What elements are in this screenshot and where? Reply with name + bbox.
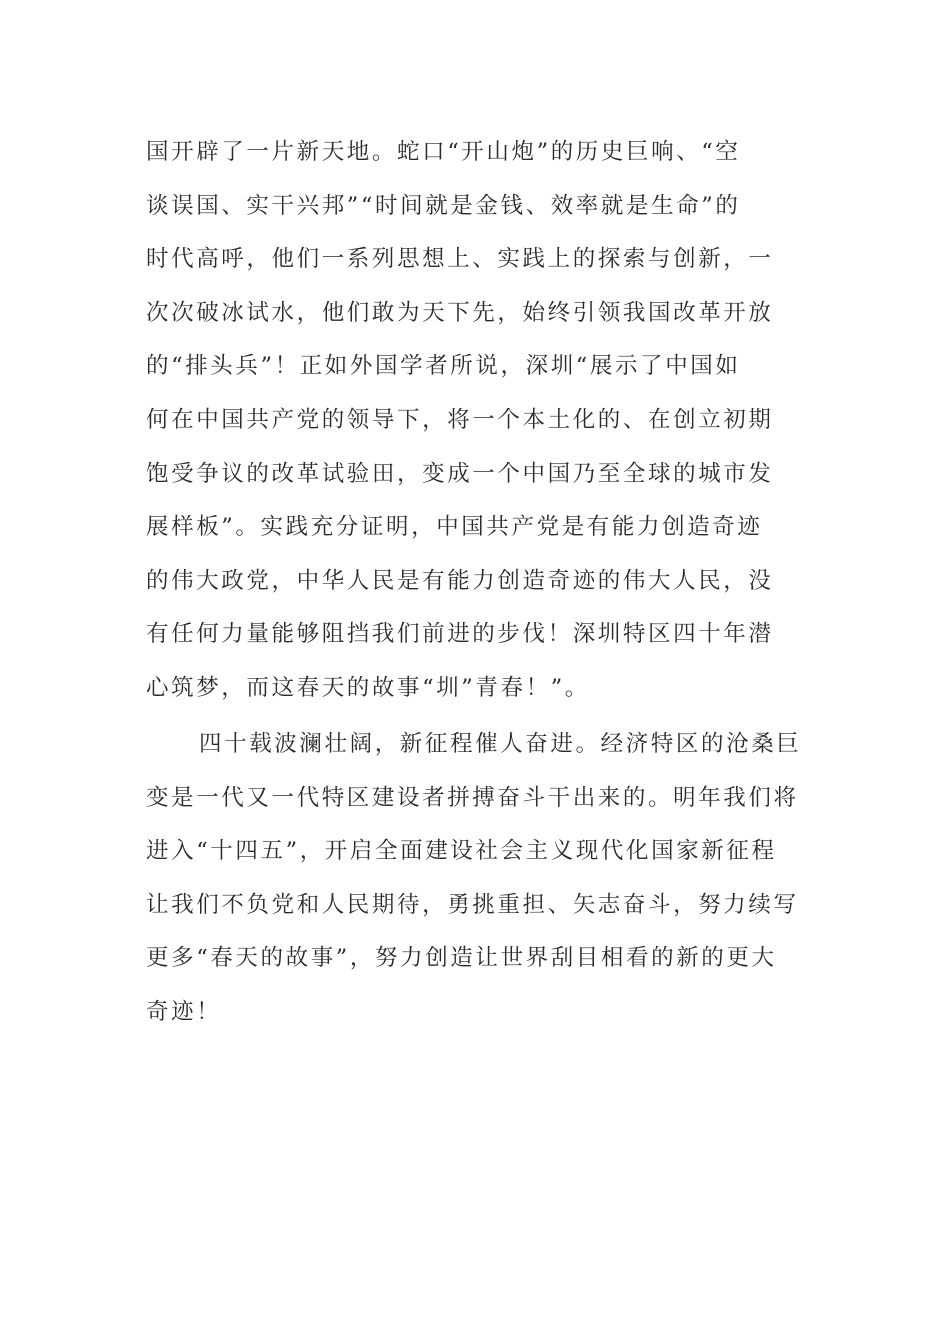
paragraph-line: 何在中国共产党的领导下，将一个本土化的、在创立初期 bbox=[146, 406, 774, 433]
paragraph-line: 时代高呼，他们一系列思想上、实践上的探索与创新，一 bbox=[146, 246, 774, 273]
paragraph-line: 的“排头兵”！正如外国学者所说，深圳“展示了中国如 bbox=[146, 353, 741, 380]
paragraph-line: 有任何力量能够阻挡我们前进的步伐！深圳特区四十年潜 bbox=[146, 621, 774, 648]
paragraph-line: 饱受争议的改革试验田，变成一个中国乃至全球的城市发 bbox=[146, 460, 774, 487]
paragraph-line: 让我们不负党和人民期待，勇挑重担、矢志奋斗，努力续写 bbox=[146, 891, 799, 918]
paragraph-line: 谈误国、实干兴邦”“时间就是金钱、效率就是生命”的 bbox=[146, 192, 741, 219]
paragraph-1 bbox=[146, 126, 816, 716]
paragraph-2 bbox=[146, 718, 816, 1040]
paragraph-line: 变是一代又一代特区建设者拼搏奋斗干出来的。明年我们将 bbox=[146, 784, 799, 811]
paragraph-line: 进入“十四五”，开启全面建设社会主义现代化国家新征程 bbox=[146, 838, 777, 865]
paragraph-line: 奇迹！ bbox=[146, 998, 222, 1025]
paragraph-line: 心筑梦，而这春天的故事“圳”青春！”。 bbox=[146, 674, 590, 701]
paragraph-line: 更多“春天的故事”，努力创造让世界刮目相看的新的更大 bbox=[146, 945, 777, 972]
paragraph-line: 的伟大政党，中华人民是有能力创造奇迹的伟大人民，没 bbox=[146, 567, 774, 594]
paragraph-line: 国开辟了一片新天地。蛇口“开山炮”的历史巨响、“空 bbox=[146, 139, 741, 165]
paragraph-line: 次次破冰试水，他们敢为天下先，始终引领我国改革开放 bbox=[146, 299, 774, 326]
paragraph-line: 四十载波澜壮阔，新征程催人奋进。经济特区的沧桑巨 bbox=[199, 731, 802, 757]
paragraph-line: 展样板”。实践充分证明，中国共产党是有能力创造奇迹 bbox=[146, 514, 763, 541]
